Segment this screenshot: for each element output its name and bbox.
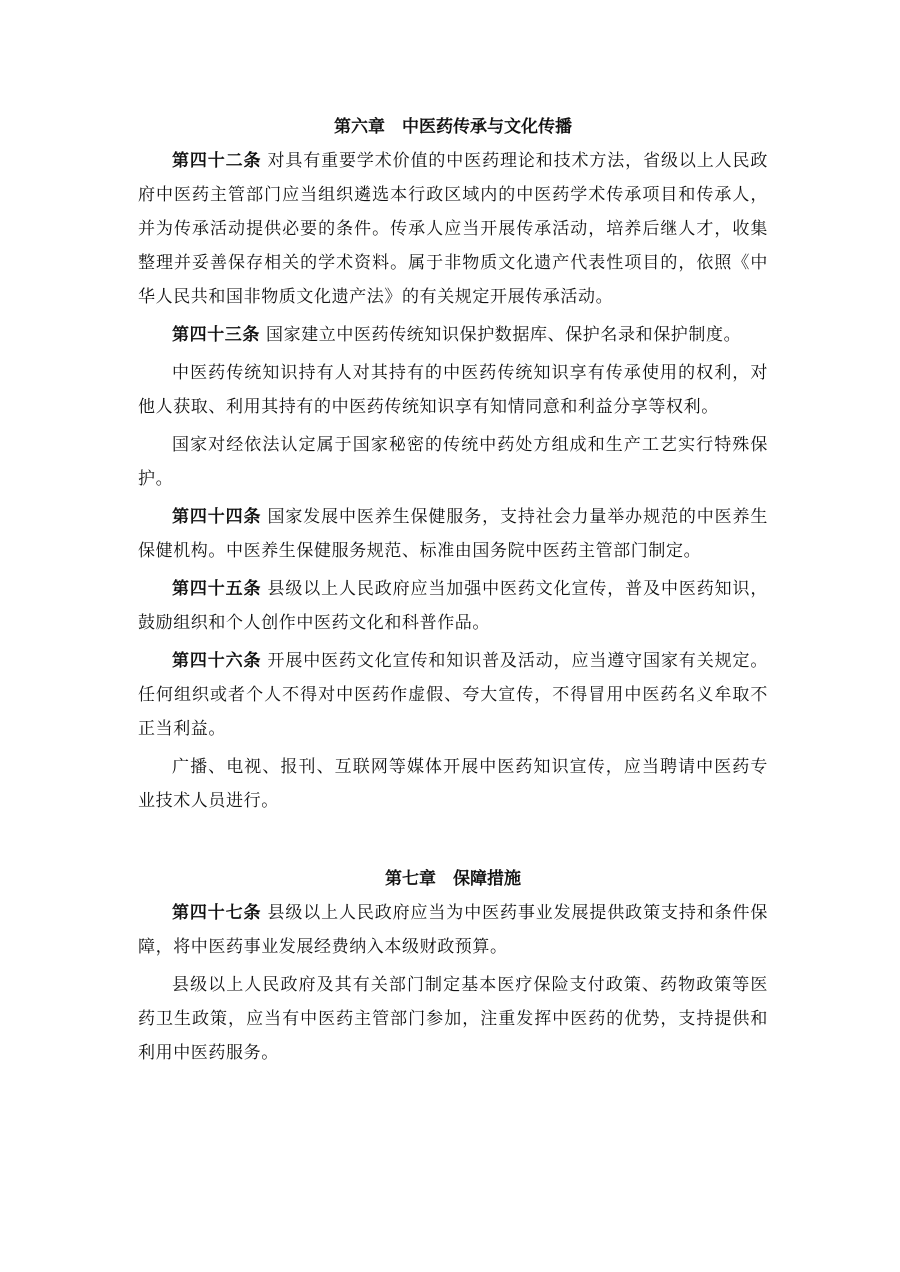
chapter-7-title: 第七章 保障措施 (385, 869, 521, 889)
article-43-paragraph-3: 国家对经依法认定属于国家秘密的传统中药处方组成和生产工艺实行特殊保护。 (138, 435, 768, 489)
article-42-text: 对具有重要学术价值的中医药理论和技术方法，省级以上人民政府中医药主管部门应当组织遴选本行政区域内的中医药学术传承项目和传承人，并为传承活动提供必要的条件。传承人应当开展传承活动，培养后继人才，收集整理并妥善保存相关的学术资料。属于非物质文化遗产代表性项目的，依照《中华人民共和国非物质文化遗产法》的有关规定开展传承活动。 (138, 151, 768, 307)
article-47 (138, 896, 768, 964)
article-43-number: 第四十三条 (172, 325, 260, 345)
article-47-paragraph-2: 县级以上人民政府及其有关部门制定基本医疗保险支付政策、药物政策等医药卫生政策，应当有中医药主管部门参加，注重发挥中医药的优势，支持提供和利用中医药服务。 (138, 975, 768, 1063)
chapter-6-title: 第六章 中医药传承与文化传播 (334, 117, 572, 137)
article-45 (138, 572, 768, 640)
article-46-text: 开展中医药文化宣传和知识普及活动，应当遵守国家有关规定。任何组织或者个人不得对中医药作虚假、夸大宣传，不得冒用中医药名义牟取不正当利益。 (138, 651, 768, 739)
article-43-text: 国家建立中医药传统知识保护数据库、保护名录和保护制度。 (266, 325, 742, 345)
article-42-number: 第四十二条 (172, 151, 262, 171)
article-44-text: 国家发展中医养生保健服务，支持社会力量举办规范的中医养生保健机构。中医养生保健服务规范、标准由国务院中医药主管部门制定。 (138, 507, 768, 561)
article-44-number: 第四十四条 (172, 507, 262, 527)
article-45-text: 县级以上人民政府应当加强中医药文化宣传，普及中医药知识，鼓励组织和个人创作中医药文化和科普作品。 (138, 579, 768, 633)
article-47-text: 县级以上人民政府应当为中医药事业发展提供政策支持和条件保障，将中医药事业发展经费纳入本级财政预算。 (138, 903, 768, 957)
article-43 (138, 318, 768, 352)
article-44 (138, 500, 768, 568)
document-body (138, 110, 768, 1074)
article-46-paragraph-2: 广播、电视、报刊、互联网等媒体开展中医药知识宣传，应当聘请中医药专业技术人员进行。 (138, 757, 768, 811)
article-45-number: 第四十五条 (172, 579, 262, 599)
chapter-spacer (138, 822, 768, 862)
article-46 (138, 644, 768, 746)
article-43-paragraph-2: 中医药传统知识持有人对其持有的中医药传统知识享有传承使用的权利，对他人获取、利用其持有的中医药传统知识享有知情同意和利益分享等权利。 (138, 363, 768, 417)
article-42 (138, 144, 768, 314)
article-46-number: 第四十六条 (172, 651, 262, 671)
article-47-number: 第四十七条 (172, 903, 262, 923)
